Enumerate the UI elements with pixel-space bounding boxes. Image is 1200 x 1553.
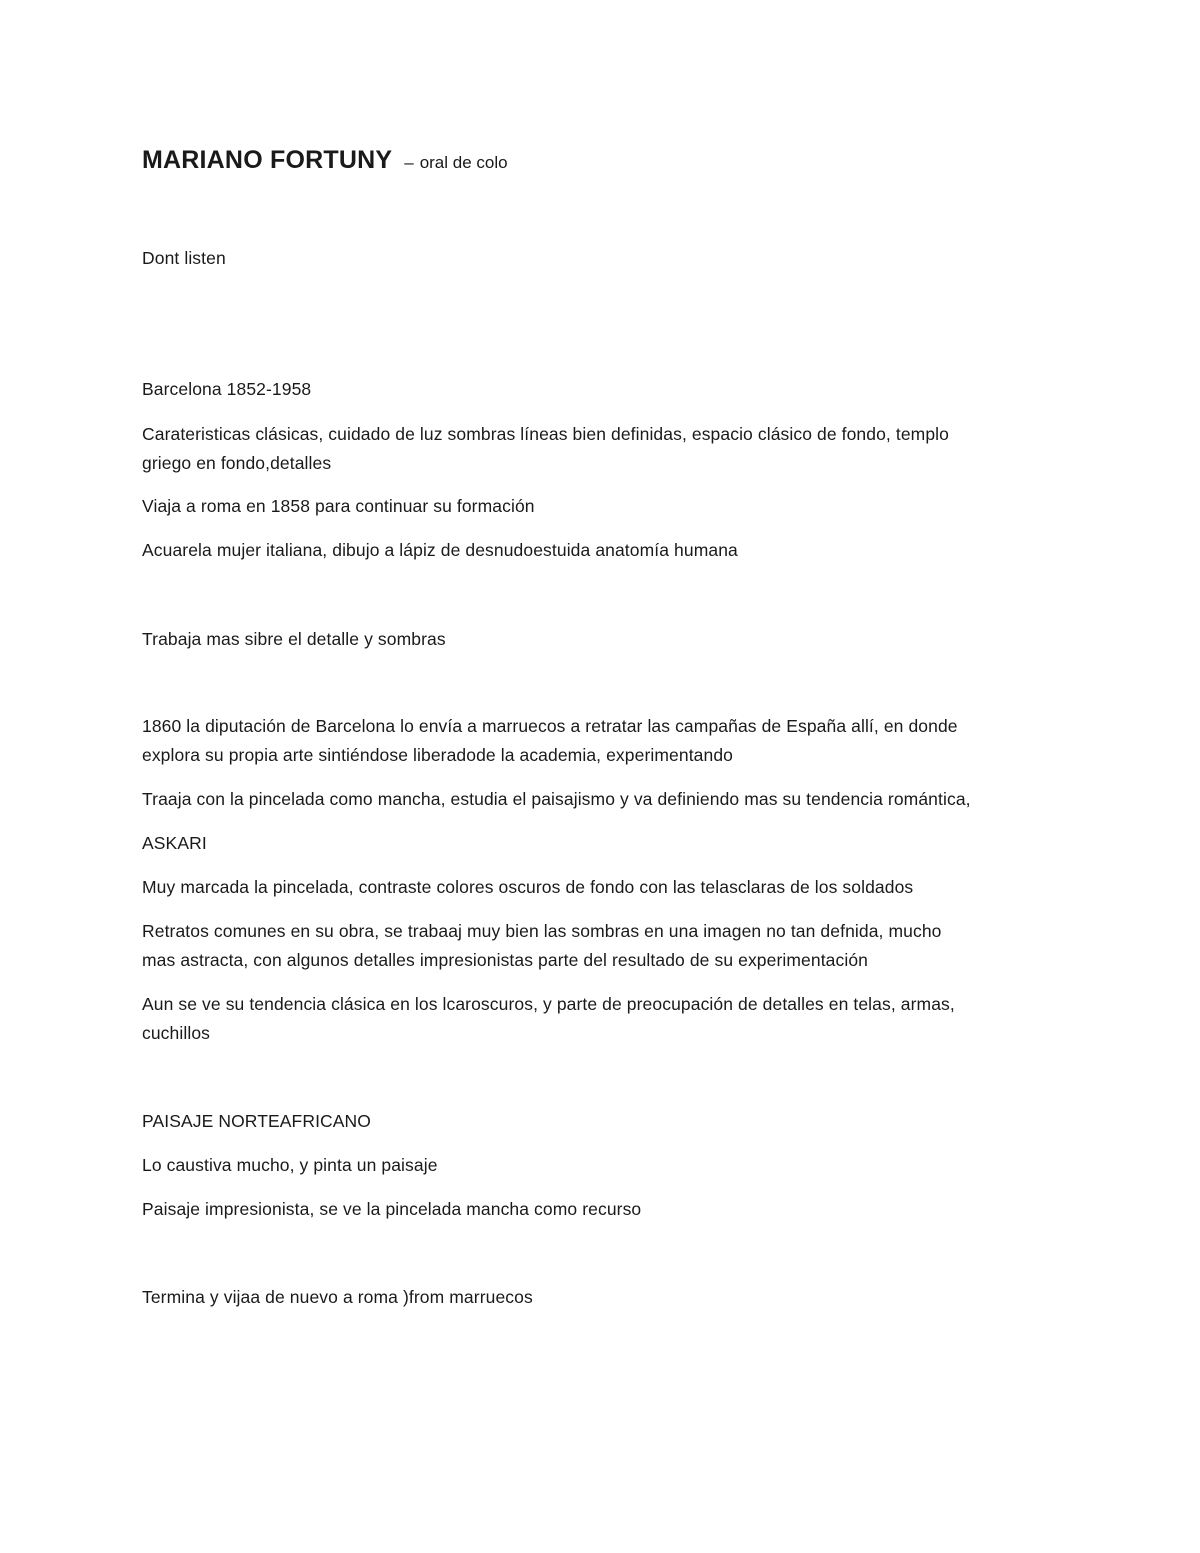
text-line: Viaja a roma en 1858 para continuar su formación [142,496,535,516]
text-line: cuchillos [142,1023,211,1043]
text-line: 1860 la diputación de Barcelona lo envía a marruecos a retratar las campañas de España allí, en donde [142,716,958,736]
text-line: Retratos comunes en su obra, se trabaaj muy bien las sombras en una imagen no tan defnida, mucho [142,921,942,941]
text-line: Lo caustiva mucho, y pinta un paisaje [142,1155,438,1175]
text-line: Carateristicas clásicas, cuidado de luz sombras líneas bien definidas, espacio clásico de fondo, templo [142,424,949,444]
text-line: Dont listen [142,248,226,268]
text-line: Trabaja mas sibre el detalle y sombras [142,629,446,649]
text-line: explora su propia arte sintiéndose liberadode la academia, experimentando [142,745,734,765]
text-line: Paisaje impresionista, se ve la pincelada mancha como recurso [142,1199,642,1219]
text-line: Traaja con la pincelada como mancha, estudia el paisajismo y va definiendo mas su tendencia romántica, [142,789,971,809]
text-line: Barcelona 1852-1958 [142,379,312,399]
title-main: MARIANO FORTUNY [142,146,393,174]
text-line: Acuarela mujer italiana, dibujo a lápiz de desnudoestuida anatomía humana [142,540,738,560]
section-heading-paisaje: PAISAJE NORTEAFRICANO [142,1111,371,1131]
text-line: mas astracta, con algunos detalles impresionistas parte del resultado de su experimentación [142,950,869,970]
text-line: Muy marcada la pincelada, contraste colores oscuros de fondo con las telasclaras de los soldados [142,877,914,897]
text-line: Termina y vijaa de nuevo a roma )from marruecos [142,1287,533,1307]
document-title [142,146,508,175]
text-line: griego en fondo,detalles [142,453,332,473]
section-heading-askari: ASKARI [142,833,207,853]
text-line: Aun se ve su tendencia clásica en los lcaroscuros, y parte de preocupación de detalles en telas, armas, [142,994,955,1014]
title-separator: – [404,153,414,172]
title-subtitle: oral de colo [419,153,508,172]
